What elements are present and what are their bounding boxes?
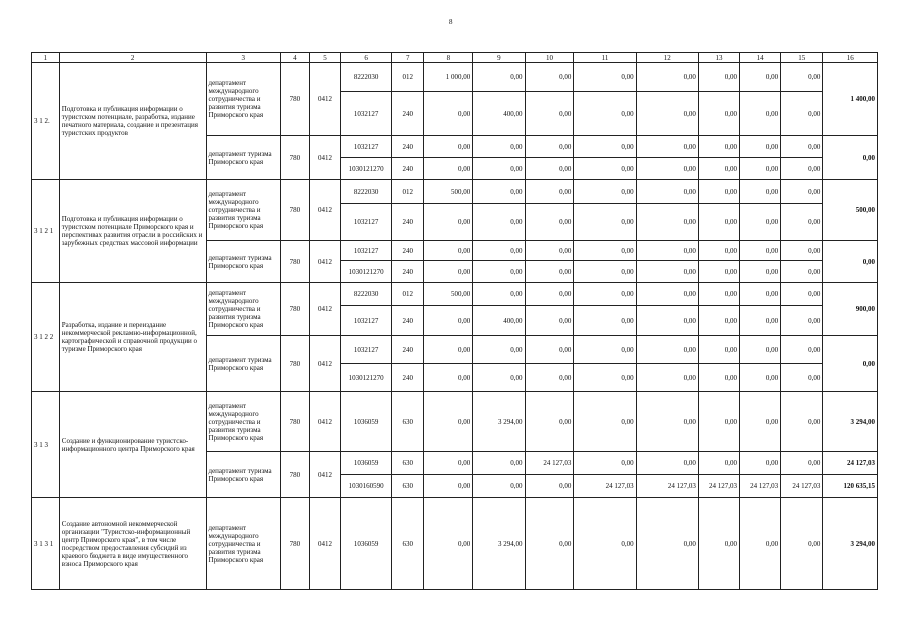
item-code: 3 1 3 <box>32 392 60 498</box>
table-row <box>32 63 878 92</box>
value-cell: 400,00 <box>473 306 525 336</box>
value-cell: 0,00 <box>636 283 698 306</box>
value-cell: 0,00 <box>525 261 574 283</box>
value-cell: 0,00 <box>740 204 781 241</box>
column-number-12: 12 <box>636 53 698 63</box>
value-cell: 0,00 <box>740 306 781 336</box>
item-code: 3 1 2. <box>32 63 60 180</box>
value-cell: 0,00 <box>781 63 823 92</box>
value-cell: 24 127,03 <box>740 475 781 498</box>
value-cell: 0,00 <box>574 92 636 136</box>
grbs-cell: 780 <box>280 63 309 136</box>
item-title: Создание и функционирование туристско-информационного центра Приморского края <box>59 392 206 498</box>
item-title: Подготовка и публикация информации о туристском потенциале Приморского края и перспективах развития отрасли в российских и зарубежных средствах массовой информации <box>59 180 206 283</box>
executor-cell: департамент туризма Приморского края <box>206 452 280 498</box>
vr-cell: 240 <box>392 261 424 283</box>
grbs-cell: 780 <box>280 392 309 452</box>
grbs-cell: 780 <box>280 452 309 498</box>
value-cell: 0,00 <box>424 498 473 590</box>
executor-cell: департамент международного сотрудничества и развития туризма Приморского края <box>206 498 280 590</box>
column-number-4: 4 <box>280 53 309 63</box>
value-cell: 0,00 <box>473 136 525 158</box>
value-cell: 0,00 <box>698 336 739 364</box>
value-cell: 0,00 <box>574 452 636 475</box>
csr-cell: 1032127 <box>341 336 392 364</box>
rzpr-cell: 0412 <box>309 283 340 336</box>
item-code: 3 1 2 2 <box>32 283 60 392</box>
value-cell: 0,00 <box>574 204 636 241</box>
page-number: 8 <box>449 18 453 26</box>
total-cell: 1 400,00 <box>823 63 878 136</box>
vr-cell: 240 <box>392 336 424 364</box>
total-cell: 0,00 <box>823 241 878 283</box>
value-cell: 24 127,03 <box>781 475 823 498</box>
column-number-row <box>32 53 878 63</box>
vr-cell: 240 <box>392 364 424 392</box>
value-cell: 0,00 <box>525 241 574 261</box>
value-cell: 0,00 <box>424 136 473 158</box>
total-cell: 0,00 <box>823 136 878 180</box>
column-number-10: 10 <box>525 53 574 63</box>
item-code: 3 1 3 1 <box>32 498 60 590</box>
value-cell: 0,00 <box>424 158 473 180</box>
value-cell: 0,00 <box>698 63 739 92</box>
value-cell: 0,00 <box>740 364 781 392</box>
value-cell: 0,00 <box>424 475 473 498</box>
value-cell: 0,00 <box>698 452 739 475</box>
grbs-cell: 780 <box>280 180 309 241</box>
csr-cell: 1032127 <box>341 92 392 136</box>
rzpr-cell: 0412 <box>309 452 340 498</box>
value-cell: 0,00 <box>740 241 781 261</box>
value-cell: 0,00 <box>424 392 473 452</box>
value-cell: 0,00 <box>525 336 574 364</box>
grbs-cell: 780 <box>280 241 309 283</box>
value-cell: 0,00 <box>781 364 823 392</box>
column-number-2: 2 <box>59 53 206 63</box>
item-title: Разработка, издание и переиздание некоммерческой рекламно-информационной, картографической и справочной продукции о туризме Приморского края <box>59 283 206 392</box>
value-cell: 0,00 <box>698 283 739 306</box>
vr-cell: 240 <box>392 204 424 241</box>
column-number-11: 11 <box>574 53 636 63</box>
value-cell: 0,00 <box>636 364 698 392</box>
grbs-cell: 780 <box>280 498 309 590</box>
value-cell: 0,00 <box>473 241 525 261</box>
value-cell: 0,00 <box>424 306 473 336</box>
value-cell: 0,00 <box>740 283 781 306</box>
value-cell: 0,00 <box>740 136 781 158</box>
total-cell: 3 294,00 <box>823 498 878 590</box>
executor-cell: департамент международного сотрудничества и развития туризма Приморского края <box>206 392 280 452</box>
grbs-cell: 780 <box>280 336 309 392</box>
vr-cell: 240 <box>392 136 424 158</box>
value-cell: 0,00 <box>781 392 823 452</box>
value-cell: 0,00 <box>574 63 636 92</box>
rzpr-cell: 0412 <box>309 241 340 283</box>
value-cell: 0,00 <box>698 92 739 136</box>
csr-cell: 8222030 <box>341 63 392 92</box>
value-cell: 0,00 <box>424 204 473 241</box>
csr-cell: 1032127 <box>341 136 392 158</box>
value-cell: 0,00 <box>781 92 823 136</box>
value-cell: 0,00 <box>740 158 781 180</box>
value-cell: 0,00 <box>698 158 739 180</box>
column-number-16: 16 <box>823 53 878 63</box>
column-number-13: 13 <box>698 53 739 63</box>
rzpr-cell: 0412 <box>309 336 340 392</box>
executor-cell: департамент международного сотрудничества и развития туризма Приморского края <box>206 283 280 336</box>
value-cell: 24 127,03 <box>525 452 574 475</box>
value-cell: 0,00 <box>424 364 473 392</box>
value-cell: 0,00 <box>525 136 574 158</box>
vr-cell: 240 <box>392 158 424 180</box>
value-cell: 0,00 <box>781 204 823 241</box>
table-row <box>32 498 878 590</box>
vr-cell: 630 <box>392 498 424 590</box>
value-cell: 0,00 <box>636 92 698 136</box>
total-cell: 0,00 <box>823 336 878 392</box>
value-cell: 0,00 <box>473 261 525 283</box>
value-cell: 0,00 <box>424 92 473 136</box>
total-cell: 24 127,03 <box>823 452 878 475</box>
csr-cell: 1032127 <box>341 241 392 261</box>
value-cell: 0,00 <box>574 136 636 158</box>
value-cell: 0,00 <box>473 63 525 92</box>
value-cell: 500,00 <box>424 180 473 204</box>
table-row <box>32 283 878 306</box>
value-cell: 0,00 <box>525 392 574 452</box>
value-cell: 0,00 <box>781 306 823 336</box>
rzpr-cell: 0412 <box>309 136 340 180</box>
vr-cell: 630 <box>392 475 424 498</box>
value-cell: 0,00 <box>574 158 636 180</box>
value-cell: 0,00 <box>424 261 473 283</box>
value-cell: 0,00 <box>636 136 698 158</box>
value-cell: 0,00 <box>636 261 698 283</box>
value-cell: 0,00 <box>636 204 698 241</box>
value-cell: 0,00 <box>740 261 781 283</box>
table-row <box>32 392 878 452</box>
value-cell: 0,00 <box>574 261 636 283</box>
value-cell: 500,00 <box>424 283 473 306</box>
value-cell: 0,00 <box>636 241 698 261</box>
value-cell: 0,00 <box>781 283 823 306</box>
executor-cell: департамент туризма Приморского края <box>206 241 280 283</box>
vr-cell: 240 <box>392 241 424 261</box>
executor-cell: департамент туризма Приморского края <box>206 136 280 180</box>
column-number-5: 5 <box>309 53 340 63</box>
grbs-cell: 780 <box>280 136 309 180</box>
rzpr-cell: 0412 <box>309 180 340 241</box>
vr-cell: 012 <box>392 180 424 204</box>
value-cell: 0,00 <box>781 136 823 158</box>
column-number-7: 7 <box>392 53 424 63</box>
column-number-14: 14 <box>740 53 781 63</box>
value-cell: 0,00 <box>473 336 525 364</box>
item-title: Создание автономной некоммерческой организации "Туристско-информационный центр Приморского края", в том числе посредством предоставления субсидий из краевого бюджета в виде имущественного взноса Приморского края <box>59 498 206 590</box>
vr-cell: 630 <box>392 452 424 475</box>
value-cell: 0,00 <box>781 336 823 364</box>
value-cell: 0,00 <box>424 336 473 364</box>
value-cell: 0,00 <box>473 475 525 498</box>
budget-table <box>31 52 878 590</box>
executor-cell: департамент международного сотрудничества и развития туризма Приморского края <box>206 180 280 241</box>
value-cell: 0,00 <box>574 336 636 364</box>
value-cell: 0,00 <box>781 158 823 180</box>
csr-cell: 1036059 <box>341 392 392 452</box>
value-cell: 0,00 <box>574 392 636 452</box>
value-cell: 0,00 <box>525 204 574 241</box>
value-cell: 0,00 <box>781 498 823 590</box>
value-cell: 0,00 <box>525 364 574 392</box>
rzpr-cell: 0412 <box>309 498 340 590</box>
total-cell: 900,00 <box>823 283 878 336</box>
csr-cell: 1030121270 <box>341 261 392 283</box>
value-cell: 0,00 <box>525 158 574 180</box>
value-cell: 0,00 <box>574 364 636 392</box>
value-cell: 0,00 <box>781 180 823 204</box>
value-cell: 0,00 <box>698 364 739 392</box>
value-cell: 0,00 <box>525 180 574 204</box>
csr-cell: 1030121270 <box>341 158 392 180</box>
value-cell: 0,00 <box>698 261 739 283</box>
value-cell: 0,00 <box>636 306 698 336</box>
column-number-15: 15 <box>781 53 823 63</box>
value-cell: 0,00 <box>574 180 636 204</box>
item-title: Подготовка и публикация информации о туристском потенциале, разработка, издание печатного материала, создание и презентация туристских продуктов <box>59 63 206 180</box>
value-cell: 3 294,00 <box>473 392 525 452</box>
value-cell: 0,00 <box>525 92 574 136</box>
value-cell: 0,00 <box>781 241 823 261</box>
value-cell: 24 127,03 <box>636 475 698 498</box>
total-cell: 3 294,00 <box>823 392 878 452</box>
value-cell: 0,00 <box>698 306 739 336</box>
value-cell: 0,00 <box>424 452 473 475</box>
column-number-3: 3 <box>206 53 280 63</box>
value-cell: 0,00 <box>525 283 574 306</box>
value-cell: 0,00 <box>636 498 698 590</box>
value-cell: 0,00 <box>636 392 698 452</box>
vr-cell: 240 <box>392 306 424 336</box>
column-number-9: 9 <box>473 53 525 63</box>
column-number-6: 6 <box>341 53 392 63</box>
value-cell: 0,00 <box>473 364 525 392</box>
value-cell: 24 127,03 <box>574 475 636 498</box>
column-number-8: 8 <box>424 53 473 63</box>
value-cell: 0,00 <box>636 336 698 364</box>
value-cell: 0,00 <box>525 475 574 498</box>
total-cell: 500,00 <box>823 180 878 241</box>
item-code: 3 1 2 1 <box>32 180 60 283</box>
vr-cell: 630 <box>392 392 424 452</box>
csr-cell: 1032127 <box>341 204 392 241</box>
value-cell: 0,00 <box>473 180 525 204</box>
value-cell: 0,00 <box>636 158 698 180</box>
csr-cell: 1030121270 <box>341 364 392 392</box>
value-cell: 0,00 <box>698 498 739 590</box>
value-cell: 0,00 <box>574 498 636 590</box>
vr-cell: 012 <box>392 283 424 306</box>
value-cell: 0,00 <box>574 241 636 261</box>
value-cell: 0,00 <box>525 306 574 336</box>
grbs-cell: 780 <box>280 283 309 336</box>
rzpr-cell: 0412 <box>309 392 340 452</box>
rzpr-cell: 0412 <box>309 63 340 136</box>
value-cell: 0,00 <box>698 180 739 204</box>
value-cell: 0,00 <box>740 392 781 452</box>
value-cell: 0,00 <box>698 392 739 452</box>
value-cell: 0,00 <box>781 452 823 475</box>
value-cell: 0,00 <box>698 241 739 261</box>
value-cell: 0,00 <box>473 158 525 180</box>
value-cell: 24 127,03 <box>698 475 739 498</box>
vr-cell: 012 <box>392 63 424 92</box>
vr-cell: 240 <box>392 92 424 136</box>
csr-cell: 1036059 <box>341 498 392 590</box>
value-cell: 0,00 <box>740 498 781 590</box>
csr-cell: 1032127 <box>341 306 392 336</box>
value-cell: 0,00 <box>525 63 574 92</box>
value-cell: 0,00 <box>781 261 823 283</box>
value-cell: 0,00 <box>740 63 781 92</box>
value-cell: 400,00 <box>473 92 525 136</box>
executor-cell: департамент туризма Приморского края <box>206 336 280 392</box>
value-cell: 0,00 <box>636 180 698 204</box>
value-cell: 0,00 <box>740 92 781 136</box>
value-cell: 0,00 <box>740 336 781 364</box>
value-cell: 0,00 <box>525 498 574 590</box>
value-cell: 0,00 <box>698 204 739 241</box>
value-cell: 0,00 <box>424 241 473 261</box>
csr-cell: 8222030 <box>341 180 392 204</box>
value-cell: 0,00 <box>740 452 781 475</box>
value-cell: 0,00 <box>574 306 636 336</box>
value-cell: 0,00 <box>473 283 525 306</box>
value-cell: 0,00 <box>473 452 525 475</box>
table-row <box>32 180 878 204</box>
value-cell: 0,00 <box>698 136 739 158</box>
csr-cell: 1030160590 <box>341 475 392 498</box>
csr-cell: 1036059 <box>341 452 392 475</box>
column-number-1: 1 <box>32 53 60 63</box>
value-cell: 1 000,00 <box>424 63 473 92</box>
value-cell: 0,00 <box>636 63 698 92</box>
value-cell: 3 294,00 <box>473 498 525 590</box>
executor-cell: департамент международного сотрудничества и развития туризма Приморского края <box>206 63 280 136</box>
value-cell: 0,00 <box>740 180 781 204</box>
csr-cell: 8222030 <box>341 283 392 306</box>
value-cell: 0,00 <box>574 283 636 306</box>
value-cell: 0,00 <box>473 204 525 241</box>
total-cell: 120 635,15 <box>823 475 878 498</box>
value-cell: 0,00 <box>636 452 698 475</box>
